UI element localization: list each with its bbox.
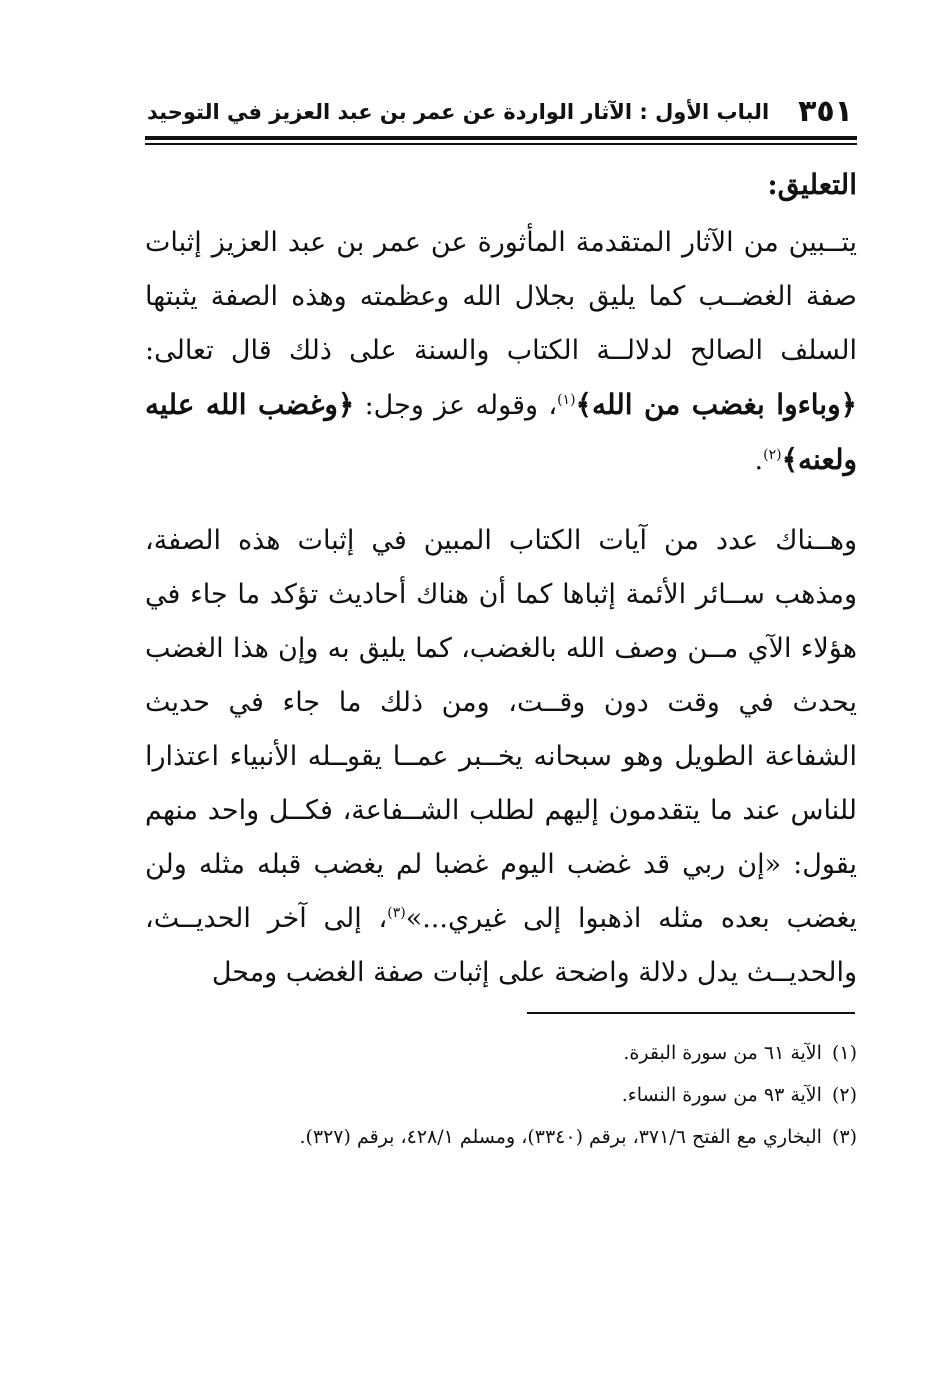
header-rule-thin bbox=[145, 143, 857, 145]
footnote-number: (١) bbox=[831, 1042, 857, 1064]
footnotes bbox=[145, 1034, 857, 1160]
footnote-ref-1: (١) bbox=[557, 392, 576, 408]
footnote-number: (٢) bbox=[831, 1084, 857, 1106]
quran-quote-2: ﴿وغضب الله عليه ولعنه﴾ bbox=[145, 388, 857, 476]
footnote-text: البخاري مع الفتح ٣٧١/٦، برقم (٣٣٤٠)، ومسلم ٤٢٨/١، برقم (٣٢٧). bbox=[299, 1126, 822, 1148]
footnote-2 bbox=[145, 1076, 857, 1114]
paragraph-1-text-b: ، وقوله عز وجل: bbox=[354, 390, 558, 421]
footnote-ref-2: (٢) bbox=[763, 447, 782, 463]
footnote-text: الآية ٦١ من سورة البقرة. bbox=[623, 1042, 822, 1064]
paragraph-1 bbox=[145, 216, 857, 488]
paragraph-2 bbox=[145, 514, 857, 1000]
paragraph-2-text-a: وهــناك عدد من آيات الكتاب المبين في إثبات هذه الصفة، ومذهب ســائر الأئمة إثباها كما أن هناك أحاديث تؤكد ما جاء في هؤلاء الآي مــن وصف الله بالغضب، كما يليق به وإن هذا الغضب يحدث في وقت دون وقــت، ومن ذلك ما جاء في حديث الشفاعة الطويل وهو سبحانه يخــبر عمــا يقوــله الأنبياء اعتذارا للناس عند ما يتقدمون إليهم لطلب الشــفاعة، فكــل واحد منهم يقول: «إن ربي قد غضب اليوم غضبا لم يغضب قبله مثله ولن يغضب بعده مثله اذهبوا إلى غيري...» bbox=[145, 525, 857, 934]
paragraph-2-text-b: ، إلى آخر الحديــث، والحديــث يدل دلالة واضحة على إثبات صفة الغضب ومحل bbox=[145, 903, 857, 988]
main-text bbox=[145, 160, 857, 1000]
header-rule-thick bbox=[145, 136, 857, 140]
paragraph-1-text-c: . bbox=[754, 445, 764, 476]
paragraph-1-text-a: يتــبين من الآثار المتقدمة المأثورة عن عمر بن عبد العزيز إثبات صفة الغضــب كما يليق بجلال الله وعظمته وهذه الصفة يثبتها السلف الصالح لدلالــة الكتاب والسنة على ذلك قال تعالى: bbox=[145, 227, 857, 366]
footnote-separator bbox=[527, 1012, 855, 1014]
page-header bbox=[145, 92, 857, 132]
page-number: ٣٥١ bbox=[798, 94, 853, 129]
footnote-ref-3: (٣) bbox=[387, 905, 406, 921]
quran-quote-1: ﴿وباءوا بغضب من الله﴾ bbox=[575, 388, 858, 421]
footnote-number: (٣) bbox=[831, 1126, 857, 1148]
footnote-text: الآية ٩٣ من سورة النساء. bbox=[621, 1084, 822, 1106]
footnote-1 bbox=[145, 1034, 857, 1072]
section-heading: التعليق: bbox=[767, 168, 857, 201]
footnote-3 bbox=[145, 1118, 857, 1156]
running-title: الباب الأول : الآثار الواردة عن عمر بن عبد العزيز في التوحيد bbox=[147, 100, 770, 124]
